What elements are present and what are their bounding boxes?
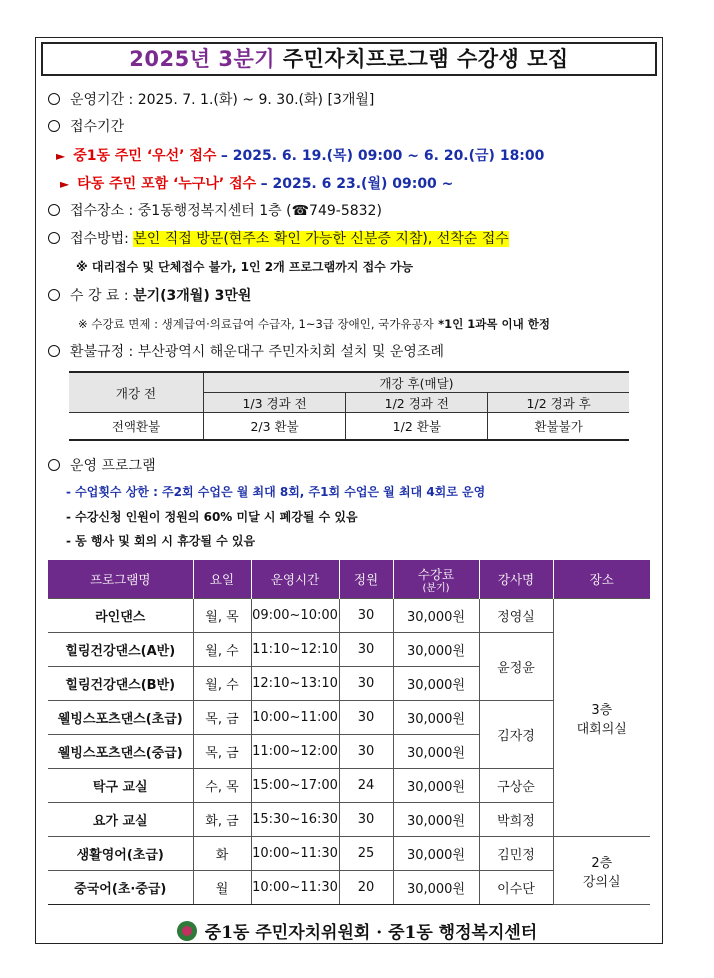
fee-note-text: ※ 수강료 면제 : 생계급여·의료급여 수급자, 1~3급 장애인, 국가유공자 bbox=[78, 317, 434, 331]
program-day: 목, 금 bbox=[193, 701, 251, 735]
program-note-1: - 수업횟수 상한 : 주2회 수업은 월 최대 8회, 주1회 수업은 월 최대 4회로 운영 bbox=[66, 485, 486, 499]
program-capacity: 30 bbox=[339, 667, 393, 701]
program-capacity: 30 bbox=[339, 803, 393, 837]
refund-sub-1: 1/3 경과 전 bbox=[204, 393, 346, 413]
refund-value-4: 환불불가 bbox=[488, 413, 629, 441]
program-day: 화, 금 bbox=[193, 803, 251, 837]
program-table bbox=[48, 560, 650, 905]
program-day: 월, 목 bbox=[193, 599, 251, 633]
program-capacity: 25 bbox=[339, 837, 393, 871]
method-value: 본인 직접 방문(현주소 확인 가능한 신분증 지참), 선착순 접수 bbox=[133, 231, 509, 247]
program-name: 힐링건강댄스(A반) bbox=[48, 633, 193, 667]
place-line bbox=[48, 200, 382, 220]
program-fee: 30,000원 bbox=[393, 633, 479, 667]
table-row bbox=[48, 837, 650, 871]
program-fee: 30,000원 bbox=[393, 769, 479, 803]
program-name: 웰빙스포츠댄스(초급) bbox=[48, 701, 193, 735]
method-line bbox=[48, 228, 509, 248]
place-2f bbox=[553, 837, 650, 905]
header-program: 프로그램명 bbox=[48, 560, 193, 599]
program-day: 목, 금 bbox=[193, 735, 251, 769]
fee-note-bold: *1인 1과목 이내 한정 bbox=[438, 317, 550, 331]
fee-value: 분기(3개월) 3만원 bbox=[133, 288, 252, 304]
circle-bullet-icon bbox=[48, 345, 60, 357]
method-label: 접수방법: bbox=[70, 231, 129, 247]
program-capacity: 20 bbox=[339, 871, 393, 905]
place-3f bbox=[553, 599, 650, 837]
refund-value-1: 전액환불 bbox=[69, 413, 204, 441]
program-name: 요가 교실 bbox=[48, 803, 193, 837]
program-fee: 30,000원 bbox=[393, 599, 479, 633]
program-fee: 30,000원 bbox=[393, 701, 479, 735]
emblem-logo-icon bbox=[177, 921, 197, 941]
program-capacity: 30 bbox=[339, 599, 393, 633]
reception-line-1 bbox=[56, 145, 544, 165]
refund-sub-3: 1/2 경과 후 bbox=[488, 393, 629, 413]
fee-note bbox=[78, 316, 550, 332]
title-highlight: 2025년 3분기 bbox=[129, 47, 276, 71]
program-capacity: 24 bbox=[339, 769, 393, 803]
method-note-text: ※ 대리접수 및 단체접수 불가, 1인 2개 프로그램까지 접수 가능 bbox=[76, 260, 414, 274]
refund-header-before: 개강 전 bbox=[69, 372, 204, 413]
program-note-3: - 동 행사 및 회의 시 휴강될 수 있음 bbox=[66, 534, 256, 548]
refund-sub-2: 1/2 경과 전 bbox=[346, 393, 488, 413]
circle-bullet-icon bbox=[48, 120, 60, 132]
program-time: 09:00~10:00 bbox=[251, 599, 339, 633]
program-fee: 30,000원 bbox=[393, 803, 479, 837]
circle-bullet-icon bbox=[48, 204, 60, 216]
table-row bbox=[48, 599, 650, 633]
program-teacher: 구상순 bbox=[479, 769, 553, 803]
program-capacity: 30 bbox=[339, 701, 393, 735]
program-time: 10:00~11:30 bbox=[251, 837, 339, 871]
header-time: 운영시간 bbox=[251, 560, 339, 599]
program-capacity: 30 bbox=[339, 735, 393, 769]
circle-bullet-icon bbox=[48, 93, 60, 105]
fee-line bbox=[48, 285, 251, 305]
program-label: 운영 프로그램 bbox=[70, 458, 156, 474]
header-place: 장소 bbox=[553, 560, 650, 599]
refund-header-after: 개강 후(매달) bbox=[204, 372, 630, 393]
program-time: 15:00~17:00 bbox=[251, 769, 339, 803]
program-teacher: 윤정윤 bbox=[479, 633, 553, 701]
program-teacher: 박희정 bbox=[479, 803, 553, 837]
program-note-2: - 수강신청 인원이 정원의 60% 미달 시 폐강될 수 있음 bbox=[66, 510, 358, 524]
program-heading bbox=[48, 455, 156, 475]
program-day: 월 bbox=[193, 871, 251, 905]
place-2f-floor: 2층 bbox=[591, 855, 613, 871]
place-3f-room: 대회의실 bbox=[576, 721, 627, 737]
program-name: 힐링건강댄스(B반) bbox=[48, 667, 193, 701]
program-name: 생활영어(초급) bbox=[48, 837, 193, 871]
program-capacity: 30 bbox=[339, 633, 393, 667]
refund-value-3: 1/2 환불 bbox=[346, 413, 488, 441]
refund-value-2: 2/3 환불 bbox=[204, 413, 346, 441]
program-time: 15:30~16:30 bbox=[251, 803, 339, 837]
program-teacher: 김자경 bbox=[479, 701, 553, 769]
program-time: 12:10~13:10 bbox=[251, 667, 339, 701]
program-fee: 30,000원 bbox=[393, 735, 479, 769]
program-fee: 30,000원 bbox=[393, 667, 479, 701]
reception-heading bbox=[48, 116, 124, 136]
program-teacher: 김민정 bbox=[479, 837, 553, 871]
header-fee-label: 수강료 bbox=[417, 566, 455, 582]
refund-label: 환불규정 : 부산광역시 해운대구 주민자치회 설치 및 운영조례 bbox=[70, 344, 444, 360]
place-text: 접수장소 : 중1동행정복지센터 1층 (☎749-5832) bbox=[70, 203, 382, 219]
place-2f-room: 강의실 bbox=[582, 874, 621, 890]
program-time: 10:00~11:00 bbox=[251, 701, 339, 735]
program-time: 10:00~11:30 bbox=[251, 871, 339, 905]
page-title bbox=[41, 42, 657, 76]
program-time: 11:10~12:10 bbox=[251, 633, 339, 667]
program-teacher: 정영실 bbox=[479, 599, 553, 633]
triangle-arrow-icon: ► bbox=[56, 149, 66, 163]
title-rest: 주민자치프로그램 수강생 모집 bbox=[282, 47, 569, 71]
program-fee: 30,000원 bbox=[393, 871, 479, 905]
program-fee: 30,000원 bbox=[393, 837, 479, 871]
header-teacher: 강사명 bbox=[479, 560, 553, 599]
program-time: 11:00~12:00 bbox=[251, 735, 339, 769]
circle-bullet-icon bbox=[48, 289, 60, 301]
footer-text: 중1동 주민자치위원회 · 중1동 행정복지센터 bbox=[204, 923, 538, 943]
footer bbox=[0, 918, 714, 943]
reception-2-prefix: 타동 주민 포함 ‘누구나’ 접수 bbox=[77, 176, 257, 192]
program-day: 수, 목 bbox=[193, 769, 251, 803]
program-teacher: 이수단 bbox=[479, 871, 553, 905]
program-name: 라인댄스 bbox=[48, 599, 193, 633]
reception-line-2 bbox=[60, 173, 453, 193]
reception-2-date: – 2025. 6 23.(월) 09:00 ~ bbox=[260, 176, 454, 192]
refund-table bbox=[69, 371, 629, 441]
header-fee-sub: (분기) bbox=[422, 582, 450, 594]
circle-bullet-icon bbox=[48, 232, 60, 244]
period-text: 운영기간 : 2025. 7. 1.(화) ~ 9. 30.(화) [3개월] bbox=[70, 92, 375, 108]
period-line bbox=[48, 89, 374, 109]
program-name: 웰빙스포츠댄스(중급) bbox=[48, 735, 193, 769]
program-name: 중국어(초·중급) bbox=[48, 871, 193, 905]
reception-label: 접수기간 bbox=[70, 119, 125, 135]
header-fee bbox=[393, 560, 479, 599]
header-capacity: 정원 bbox=[339, 560, 393, 599]
triangle-arrow-icon: ► bbox=[60, 177, 70, 191]
place-3f-floor: 3층 bbox=[591, 702, 613, 718]
refund-line bbox=[48, 341, 444, 361]
program-name: 탁구 교실 bbox=[48, 769, 193, 803]
program-day: 월, 수 bbox=[193, 633, 251, 667]
reception-1-date: – 2025. 6. 19.(목) 09:00 ~ 6. 20.(금) 18:00 bbox=[220, 148, 545, 164]
circle-bullet-icon bbox=[48, 459, 60, 471]
header-day: 요일 bbox=[193, 560, 251, 599]
program-day: 월, 수 bbox=[193, 667, 251, 701]
method-note bbox=[76, 258, 413, 275]
fee-label: 수 강 료 : bbox=[70, 288, 129, 304]
reception-1-prefix: 중1동 주민 ‘우선’ 접수 bbox=[73, 148, 217, 164]
program-day: 화 bbox=[193, 837, 251, 871]
